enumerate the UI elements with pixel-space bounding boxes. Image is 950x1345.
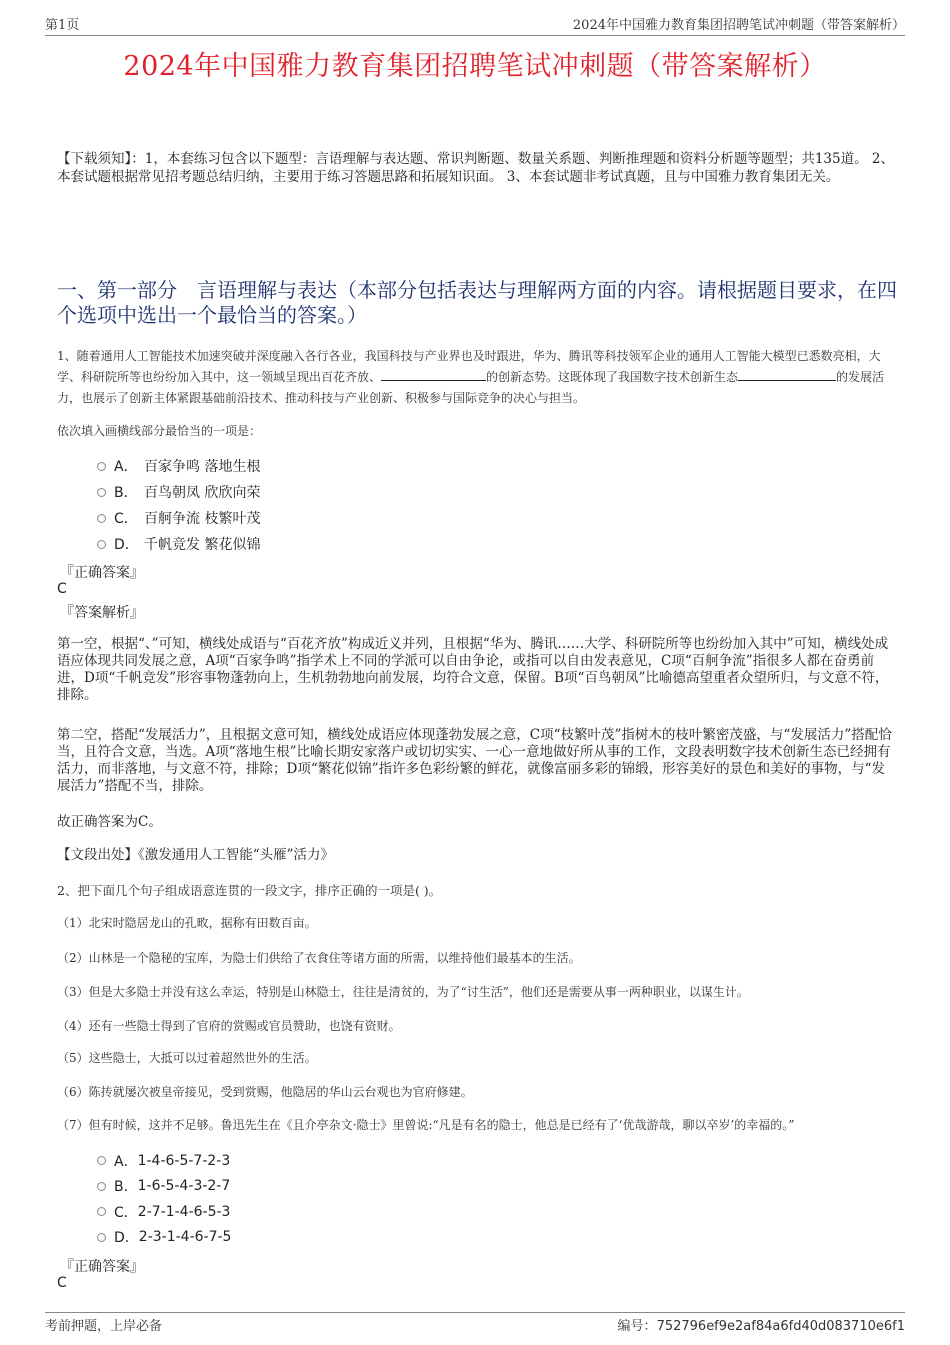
radio-icon[interactable] [97, 540, 106, 549]
fill-blank-1 [381, 367, 486, 381]
page-footer [45, 1312, 905, 1334]
radio-icon[interactable] [97, 1233, 106, 1242]
q2-sentence-6: （6）陈抟就屡次被皇帝接见，受到赏赐，他隐居的华山云台观也为官府修建。 [57, 1085, 473, 1099]
page-number: 第1页 [45, 18, 80, 33]
q1-conclusion: 故正确答案为C。 [57, 814, 162, 830]
header-doc-title: 2024年中国雅力教育集团招聘笔试冲刺题（带答案解析） [572, 18, 905, 33]
q2-sentence-2: （2）山林是一个隐秘的宝库，为隐士们供给了衣食住等诸方面的所需，以维持他们最基本的生活。 [57, 951, 581, 965]
radio-icon[interactable] [97, 488, 106, 497]
q2-answer-label: 『正确答案』 [60, 1259, 144, 1275]
q1-option-a[interactable]: A． 百家争鸣 落地生根 [97, 453, 260, 479]
q1-analysis-label: 『答案解析』 [60, 605, 144, 621]
q2-sentence-7: （7）但有时候，这并不足够。鲁迅先生在《且介亭杂文·隐士》里曾说:“凡是有名的隐士，他总是已经有了‘优哉游哉，聊以卒岁’的幸福的。” [57, 1118, 795, 1132]
q1-source: 【文段出处】《激发通用人工智能“头雁”活力》 [57, 847, 335, 863]
q1-analysis-paragraph-2: 第二空，搭配“发展活力”，且根据文意可知，横线处成语应体现蓬勃发展之意，C项“枝繁叶茂”指树木的枝叶繁密茂盛，与“发展活力”搭配恰当，且符合文意，当选。A项“落地生根”比喻长期安家落户或切切实实、一心一意地做好所从事的工作，文段表明数字技术创新生态已经拥有活力，而非落地，与文意不符，排除；D项“繁花似锦”指许多色彩纷繁的鲜花，就像富丽多彩的锦缎，形容美好的景色和美好的事物，与“发展活力”搭配不当，排除。 [57, 727, 892, 794]
q2-sentence-1: （1）北宋时隐居龙山的孔畋，据称有田数百亩。 [57, 916, 317, 930]
q1-answer: C [57, 581, 67, 597]
q1-answer-label: 『正确答案』 [60, 565, 144, 581]
q2-sentence-3: （3）但是大多隐士并没有这么幸运，特别是山林隐士，往往是清贫的，为了“讨生活”，他们还是需要从事一两种职业，以谋生计。 [57, 985, 749, 999]
q2-option-b[interactable]: B． 1-6-5-4-3-2-7 [97, 1174, 231, 1200]
radio-icon[interactable] [97, 462, 106, 471]
footer-code: 编号：752796ef9e2af84a6fd40d083710e6f1 [617, 1319, 905, 1334]
download-notice: 【下载须知】：1，本套练习包含以下题型：言语理解与表达题、常识判断题、数量关系题、判断推理题和资料分析题等题型；共135道。 2、本套试题根据常见招考题总结归纳，主要用于练习答题思路和拓展知识面。 3、本套试题非考试真题，且与中国雅力教育集团无关。 [57, 151, 894, 185]
page-title: 2024年中国雅力教育集团招聘笔试冲刺题（带答案解析） [123, 51, 827, 82]
q1-stem-part2: 的创新态势。这既体现了我国数字技术创新生态 [486, 370, 739, 384]
q1-options [97, 453, 260, 557]
question-2-stem: 2、把下面几个句子组成语意连贯的一段文字，排序正确的一项是( )。 [57, 883, 442, 898]
fill-blank-2 [738, 367, 836, 381]
radio-icon[interactable] [97, 1182, 106, 1191]
q1-option-d[interactable]: D． 千帆竞发 繁花似锦 [97, 531, 260, 557]
radio-icon[interactable] [97, 1207, 106, 1216]
q2-sentence-5: （5）这些隐士，大抵可以过着超然世外的生活。 [57, 1051, 317, 1065]
q1-stem-part3: 的发展活力，也展示了创新主体紧跟基础前沿技术、推动科技与产业创新、积极参与国际竞争的决心与担当。 [57, 370, 885, 405]
page-header [45, 14, 905, 36]
q2-option-d[interactable]: D． 2-3-1-4-6-7-5 [97, 1225, 231, 1251]
radio-icon[interactable] [97, 514, 106, 523]
q2-sentence-4: （4）还有一些隐士得到了官府的赏赐或官员赞助，也饶有资财。 [57, 1019, 401, 1033]
section-title: 一、第一部分 言语理解与表达（本部分包括表达与理解两方面的内容。请根据题目要求，在四个选项中选出一个最恰当的答案。） [57, 278, 897, 327]
q2-options [97, 1148, 231, 1250]
q2-answer: C [57, 1275, 67, 1291]
q1-analysis-paragraph-1: 第一空，根据“、”可知，横线处成语与“百花齐放”构成近义并列，且根据“华为、腾讯……大学、科研院所等也纷纷加入其中”可知，横线处成语应体现共同发展之意，A项“百家争鸣”指学术上不同的学派可以自由争论，或指可以自由发表意见，C项“百舸争流”指很多人都在奋勇前进，D项“千帆竞发”形容事物蓬勃向上，生机勃勃地向前发展，均符合文意，保留。B项“百鸟朝凤”比喻德高望重者众望所归，与文意不符，排除。 [57, 636, 889, 703]
question-1-stem [57, 346, 900, 409]
q2-option-c[interactable]: C． 2-7-1-4-6-5-3 [97, 1199, 231, 1225]
q1-stem-part1: 1、随着通用人工智能技术加速突破并深度融入各行各业，我国科技与产业界也及时跟进，华为、腾讯等科技领军企业的通用人工智能大模型已悉数亮相，大学、科研院所等也纷纷加入其中，这一领域呈现出百花齐放、 [57, 349, 881, 384]
q1-option-c[interactable]: C． 百舸争流 枝繁叶茂 [97, 505, 260, 531]
radio-icon[interactable] [97, 1156, 106, 1165]
footer-slogan: 考前押题，上岸必备 [45, 1319, 163, 1334]
q2-option-a[interactable]: A． 1-4-6-5-7-2-3 [97, 1148, 231, 1174]
q1-option-b[interactable]: B． 百鸟朝凤 欣欣向荣 [97, 479, 260, 505]
q1-prompt: 依次填入画横线部分最恰当的一项是： [57, 424, 262, 438]
